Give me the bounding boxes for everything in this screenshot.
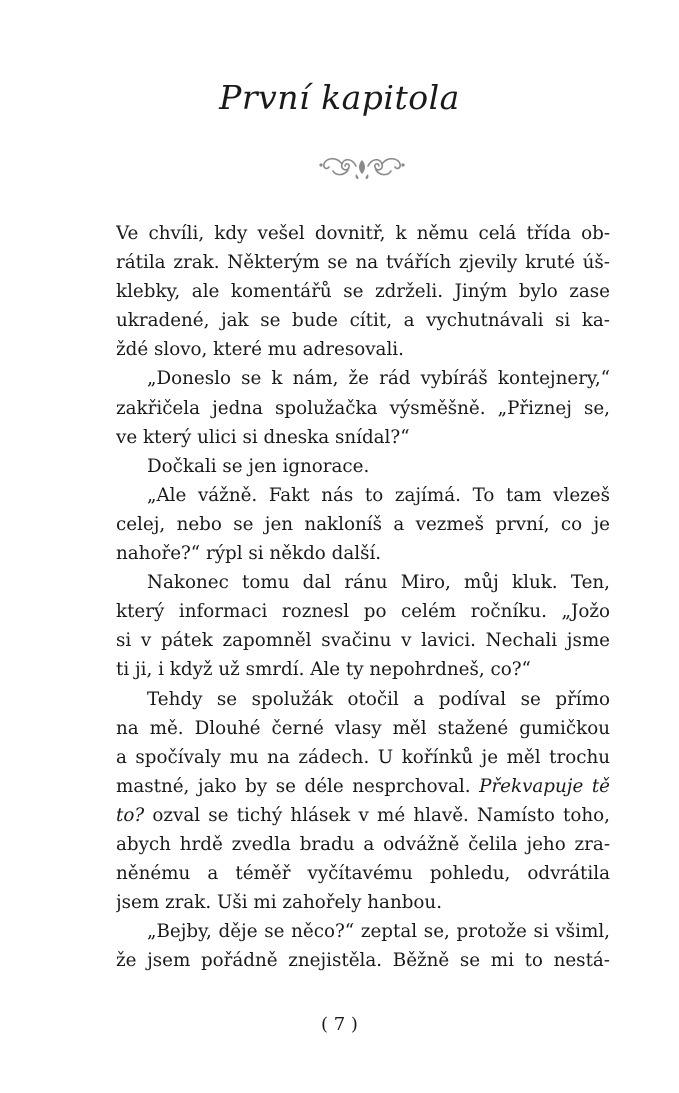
page-number: ( 7 ) [321, 1014, 358, 1035]
text-line: Dočkali se jen ignorace. [147, 455, 370, 477]
text-segment: ozval se tichý hlásek v mé hlavě. Namísto toho, [144, 804, 610, 826]
text-line: Nakonec tomu dal ránu Miro, můj kluk. Ten, [147, 572, 610, 594]
text-line: a spočívaly mu na zádech. U kořínků je měl trochu [116, 746, 610, 768]
text-line: celej, nebo se jen nakloníš a vezmeš první, co je [116, 513, 610, 535]
text-segment: mastné, jako by se déle nesprchoval. [116, 775, 480, 797]
paragraph-6 [116, 685, 610, 918]
text-line-mixed [116, 801, 610, 830]
text-line: něnému a téměř vyčítavému pohledu, odvrátila [116, 863, 610, 885]
text-line: Tehdy se spolužák otočil a podíval se přímo [147, 688, 610, 710]
flourish-ornament-icon [318, 148, 406, 184]
paragraph-5 [116, 568, 610, 684]
text-line: ždé slovo, které mu adresovali. [116, 339, 404, 361]
text-line: „Doneslo se k nám, že rád vybíráš kontejnery,“ [147, 368, 610, 390]
text-line: klebky, ale komentářů se zdrželi. Jiným bylo zase [116, 281, 610, 303]
text-line: ukradené, jak se bude cítit, a vychutnávali si ka- [116, 310, 610, 332]
text-line: „Bejby, děje se něco?“ zeptal se, protože si všiml, [147, 921, 610, 943]
text-line: Ve chvíli, kdy vešel dovnitř, k němu celá třída ob- [116, 223, 610, 244]
paragraph-1 [116, 219, 610, 364]
text-line: „Ale vážně. Fakt nás to zajímá. To tam vlezeš [147, 484, 610, 506]
italic-thought: to? [116, 804, 145, 826]
text-line: rátila zrak. Některým se na tvářích zjevily kruté úš- [116, 252, 610, 274]
italic-thought: Překvapuje tě [479, 775, 610, 797]
chapter-body [116, 219, 610, 975]
text-line-mixed [116, 772, 610, 801]
paragraph-7 [116, 917, 610, 975]
text-line: ve který ulici si dneska snídal?“ [116, 426, 410, 448]
text-line: ti ji, i když už smrdí. Ale ty nepohrdneš, co?“ [116, 659, 531, 681]
text-line: který informaci roznesl po celém ročníku. „Jožo [116, 601, 610, 623]
text-line: abych hrdě zvedla bradu a odvážně čelila jeho zra- [116, 833, 610, 855]
text-line: na mě. Dlouhé černé vlasy měl stažené gumičkou [116, 717, 610, 739]
text-line: jsem zrak. Uši mi zahořely hanbou. [116, 892, 443, 914]
paragraph-4 [116, 481, 610, 568]
text-line: že jsem pořádně znejistěla. Běžně se mi to nestá- [116, 950, 610, 972]
text-line: si v pátek zapomněl svačinu v lavici. Nechali jsme [116, 630, 610, 652]
text-line: nahoře?“ rýpl si někdo další. [116, 543, 382, 565]
paragraph-3 [116, 452, 610, 481]
paragraph-2 [116, 364, 610, 451]
chapter-title: První kapitola [219, 78, 460, 117]
text-line: zakřičela jedna spolužačka výsměšně. „Přiznej se, [116, 397, 610, 419]
